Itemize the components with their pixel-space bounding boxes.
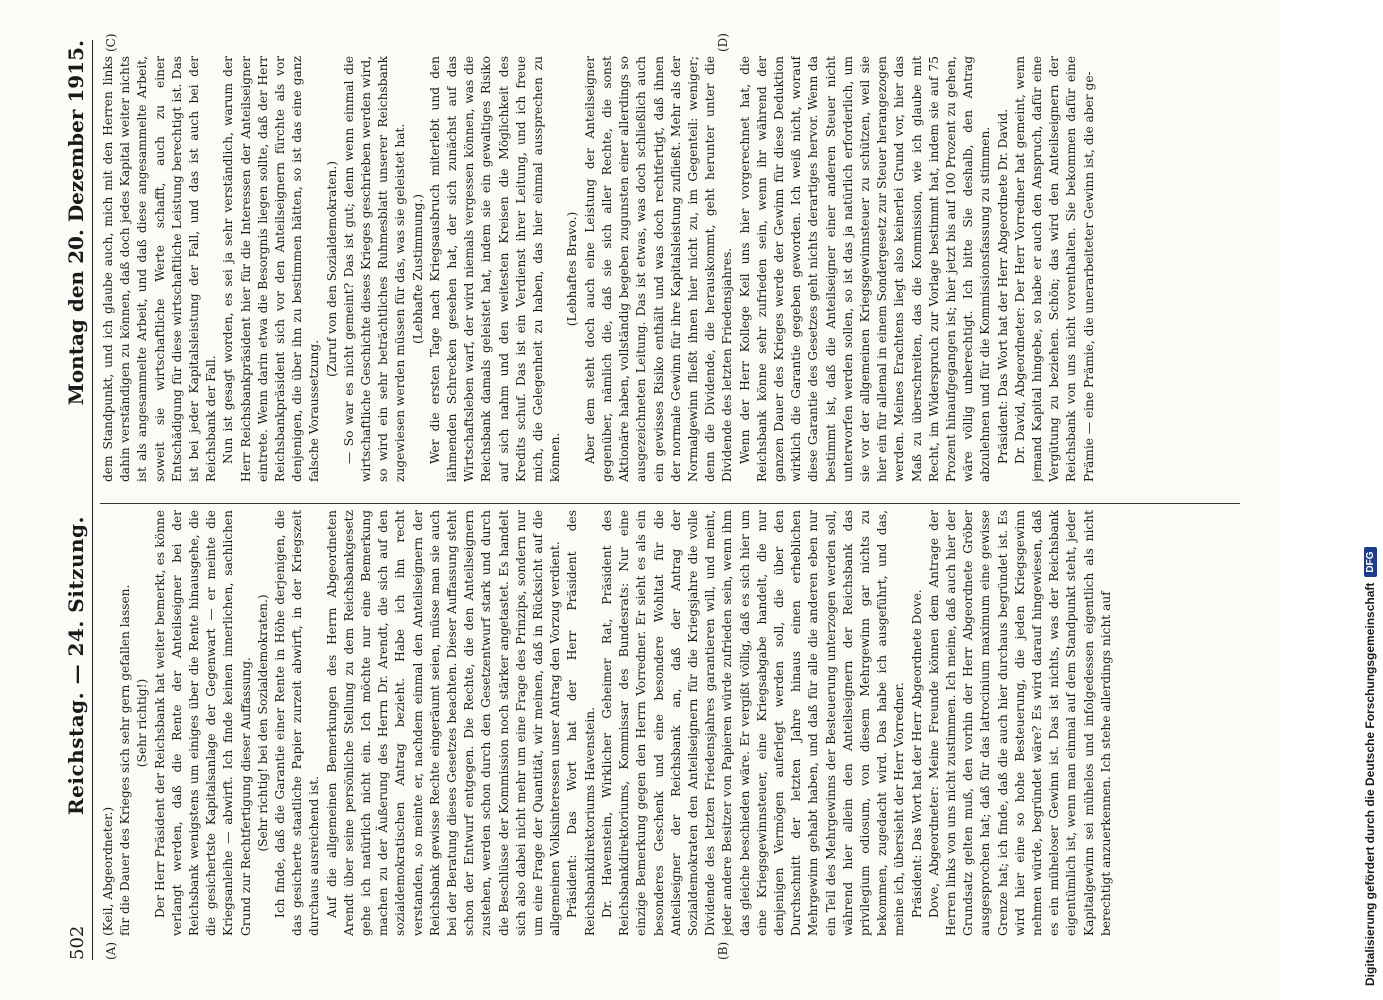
paragraph: Der Herr Präsident der Reichsbank hat weiter bemerkt, es könne verlangt werden, daß die Rente der Anteilseigner bei der Reichsbank wenigstens um einiges über die Rente hinausgehe, die die gesichertste Kapitalsanlage der Gegenwart — er meinte die Kriegsanleihe — abwirft. Ich finde keinen innerlichen, sachlichen Grund zur Rechtfertigung dieser Auffassung.: [152, 510, 253, 936]
paragraph: Präsident: Das Wort hat der Herr Abgeordnete Dove.: [909, 589, 924, 918]
margin-marker-c: (C): [104, 33, 118, 52]
paragraph: Auf die allgemeinen Bemerkungen des Herrn Abgeordneten Arendt über seine persönliche Stellung zu dem Reichsbankgesetz gehe ich natürlich nicht ein. Ich möchte nur eine Bemerkung machen zu der Äußerung des Herrn Dr. Arendt, die sich auf den sozialdemokratischen Antrag bezieht. Habe ich ihn recht verstanden, so meinte er, nachdem einmal den Anteilseignern der Reichsbank gewisse Rechte eingeräumt seien, müsse man sie auch bei der Beratung dieses Gesetzes beachten. Dieser Auffassung steht schon der Entwurf entgegen. Die Rechte, die den Anteilseignern zustehen, werden schon durch den Gesetzentwurf stark und durch die Beschlüsse der Kommission noch stärker angetastet. Es handelt sich also dabei nicht mehr um eine Frage des Prinzips, sondern nur um eine Frage der Quantität, wir meinen, daß in Rücksicht auf die allgemeinen Volksinteressen unser Antrag den Vorzug verdient.: [324, 510, 563, 936]
paragraph: (Zuruf von den Sozialdemokraten.): [324, 161, 339, 377]
paragraph: (Sehr richtig!): [135, 678, 150, 768]
digitization-note: Digitalisierung gefördert durch die Deutsche Forschungsgemeinschaft: [1363, 582, 1377, 986]
dfg-logo: DFG: [1364, 547, 1377, 576]
paragraph: (Lebhaftes Bravo.): [565, 211, 580, 327]
margin-marker-a: (A): [104, 941, 118, 960]
side-attribution: [1356, 8, 1382, 992]
paragraph: Wer die ersten Tage nach Kriegsausbruch miterlebt und den lähmenden Schrecken gesehen hat, der sich zunächst auf das Wirtschaftsleben warf, der wird niemals vergessen können, was die Reichsbank damals geleistet hat, indem sie ein gewaltiges Risiko auf sich nahm und den weitesten Kreisen die Möglichkeit des Kredits schuf. Das ist ein Verdienst ihrer Leitung, und ich freue mich, die Gelegenheit zu haben, das hier einmal aussprechen zu können.: [427, 56, 563, 482]
page-number: 502: [67, 925, 88, 960]
session-title: Reichstag. — 24. Sitzung.: [64, 516, 88, 815]
paragraph: Aber dem steht doch auch eine Leistung der Anteilseigner gegenüber, nämlich die, daß sie sich aller Rechte, die sonst Aktionäre haben, vollständig begeben zugunsten einer allerdings so ausgezeichneten Leitung. Das ist etwas, was doch schließlich auch ein gewisses Risiko enthält und was doch rechtfertigt, daß ihnen der normale Gewinn für ihre Kapitalsleistung zufließt. Mehr als der Normalgewinn fließt ihnen hier nicht zu, im Gegenteil: weniger; denn die Dividende, die herauskommt, geht herunter unter die Dividende des letzten Friedensjahres.: [582, 56, 735, 482]
paragraph: (Sehr richtig! bei den Sozialdemokraten.): [255, 594, 270, 852]
paragraph: Dr. Havenstein, Wirklicher Geheimer Rat, Präsident des Reichsbankdirektoriums, Kommissar des Bundesrats: Nur eine einzige Bemerkung gegen den Herrn Vorredner. Er sieht es als ein besonderes Geschenk und eine besondere Wohltat für die Anteilseigner der Reichsbank an, daß der Antrag der Sozialdemokraten den Anteilseignern für die Kriegsjahre die volle Dividende des letzten Friedensjahres garantieren will, und meint, jeder andere Besitzer von Papieren würde zufrieden sein, wenn ihm das gleiche beschieden wäre. Er vergißt völlig, daß es sich hier um eine Kriegsgewinnsteuer, eine Kriegsabgabe handelt, die nur denjenigen Vermögen auferlegt werden soll, die über den Durchschnitt der letzten Jahre hinaus einen erheblichen Mehrgewinn gehabt haben, und daß für alle die anderen eben nur ein Teil des Mehrgewinns der Besteuerung unterzogen werden soll, während hier allein den Anteilseignern der Reichsbank das privilegium odiosum, von diesem Mehrgewinn gar nichts zu bekommen, zugedacht wird. Das habe ich ausgeführt, und das, meine ich, übersieht der Herr Vorredner.: [599, 510, 907, 936]
page-header: [52, 40, 93, 960]
column-divider: [100, 503, 1240, 504]
margin-marker-d: (D): [716, 33, 730, 52]
paragraph: Nun ist gesagt worden, es sei ja sehr verständlich, warum der Herr Reichsbankpräsident hier für die Interessen der Anteilseigner eintrete. Wenn darin etwa die Besorgnis liegen sollte, daß der Herr Reichsbankpräsident sich vor den Anteilseignern fürchte als vor denjenigen, die über ihn zu bestimmen hätten, so ist das eine ganz falsche Voraussetzung.: [221, 56, 322, 482]
session-date: Montag den 20. Dezember 1915.: [64, 40, 88, 406]
paragraph: Wenn der Herr Kollege Keil uns hier vorgerechnet hat, die Reichsbank könne sehr zufrieden sein, wenn ihr während der ganzen Dauer des Krieges werde der Gewinn für diese Deduktion wirklich die Garantie gegeben geworden. Ich weiß nicht, worauf diese Garantie des Gesetzes geht nichts derartiges hervor. Wenn da bestimmt ist, daß die Anteilseigner einer anderen Steuer nicht unterworfen werden sollen, so ist das ja natürlich erforderlich, um sie vor der allgemeinen Kriegsgewinnsteuer zu schützen, weil sie hier ein für allemal in einem Sondergesetz zur Steuer herangezogen werden. Meines Erachtens liegt also keinerlei Grund vor, hier das Maß zu überschreiten, das die Kommission, wie ich glaube mit Recht, im Widerspruch zur Vorlage bestimmt hat, indem sie auf 75 Prozent hinaufgegangen ist; hier jetzt bis auf 100 Prozent zu gehen, wäre völlig unberechtigt. Ich bitte Sie deshalb, den Antrag abzulehnen und für die Kommissionsfassung zu stimmen.: [737, 56, 993, 482]
paragraph: Dove, Abgeordneter: Meine Freunde können dem Antrage der Herren links von uns nicht zustimmen. Ich meine, daß auch hier der Grundsatz gelten muß, den vorhin der Herr Abgeordnete Gröber ausgesprochen hat; daß für das latrocinium maximum eine gewisse Grenze hat; ich finde, daß die auch hier durchaus begründet ist. Es wird hier eine so hohe Besteuerung, die jeden Kriegsgewinn nehmen würde, begründet wäre? Es wird darauf hingewiesen, daß es ein müheloser Gewinn ist. Das ist nichts, was der Reichsbank eigentümlich ist, wenn man einmal auf dem Standpunkt steht, jeder Kapitalgewinn sei mühelos und infolgedessen eigentlich als nicht berechtigt anzuerkennen. Ich stehe allerdings nicht auf: [926, 510, 1113, 936]
paragraph: Ich finde, daß die Garantie einer Rente in Höhe derjenigen, die das gesicherte staatliche Papier zurzeit abwirft, in der Kriegszeit durchaus ausreichend ist.: [273, 510, 322, 936]
side-attribution-row: [1358, 26, 1382, 986]
paragraph: (Lebhafte Zustimmung.): [410, 193, 425, 345]
right-text-column: [100, 56, 1240, 482]
paragraph: Präsident: Das Wort hat der Herr Abgeordnete Dr. David.: [995, 108, 1010, 464]
left-text-column: [100, 510, 1240, 936]
paragraph: Präsident: Das Wort hat der Herr Präsident des Reichsbankdirektoriums Havenstein.: [565, 510, 597, 936]
paragraph: für die Dauer des Krieges sich sehr gern gefallen lassen.: [118, 584, 133, 936]
paragraph: dem Standpunkt, und ich glaube auch, mich mit den Herren links dahin verständigen zu können, daß doch jedes Kapital weiter nichts ist als angesammelte Arbeit, und daß diese angesammelte Arbeit, soweit sie wirtschaftliche Werte schafft, auch zu einer Entschädigung für diese wirtschaftliche Leistung berechtigt ist. Das ist bei jeder Kapitalsleistung der Fall, und das ist auch bei der Reichsbank der Fall.: [101, 56, 219, 482]
paragraph: (Keil, Abgeordneter.): [101, 806, 115, 936]
margin-marker-b: (B): [716, 941, 730, 960]
paragraph: — So war es nicht gemeint? Das ist gut; denn wenn einmal die wirtschaftliche Geschichte dieses Krieges geschrieben werden wird, so wird ein sehr beträchtliches Ruhmesblatt unserer Reichsbank zugewiesen werden müssen für das, was sie geleistet hat.: [341, 56, 408, 482]
paragraph: Dr. David, Abgeordneter: Der Herr Vorredner hat gemeint, wenn jemand Kapital hingebe, so habe er auch den Anspruch, dafür eine Vergütung zu beziehen. Schön; das wird den Anteilseignern der Reichsbank von uns nicht vorenthalten. Sie bekommen dafür eine Prämie — eine Prämie, die unerarbeiteter Gewinn ist, die aber ge-: [1012, 56, 1096, 482]
